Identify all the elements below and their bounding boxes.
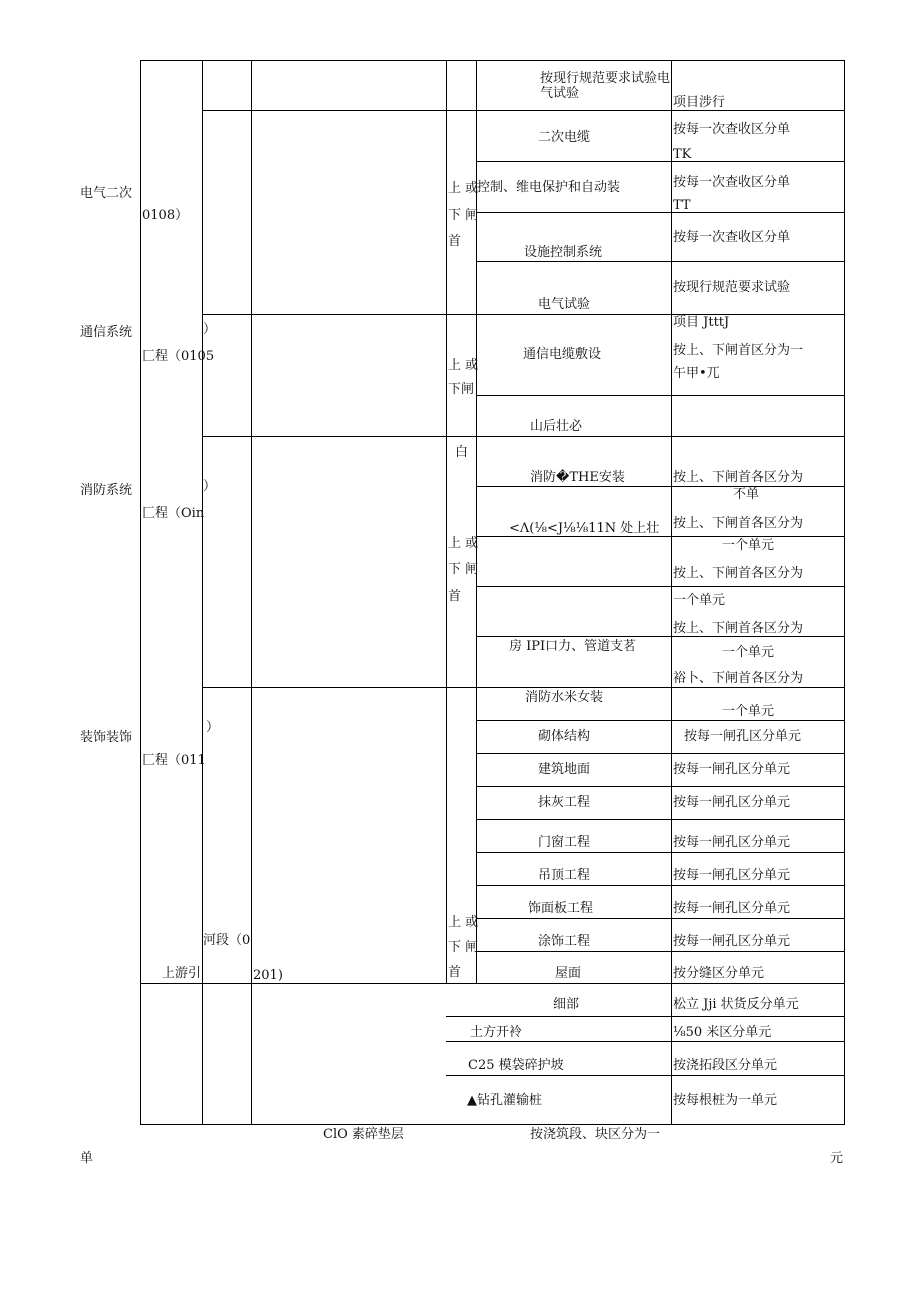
location-text: 上 或 (448, 181, 479, 196)
division-text: 按上、下闸首各区分为 (673, 470, 804, 485)
division-text: 按上、下闸首区分为一 (673, 343, 804, 358)
section-line (202, 687, 844, 688)
unit-label: 装饰装饰 (80, 730, 133, 745)
item-name: 建筑地面 (538, 762, 591, 777)
col-line-2 (202, 60, 203, 1125)
division-text: 按每一闸孔区分单元 (673, 795, 791, 810)
location-text: 下 闸 (448, 940, 479, 955)
row-line (476, 261, 844, 262)
row-line (476, 753, 844, 754)
division-text: 按每一闸孔区分单元 (684, 729, 802, 744)
table-border-bottom (140, 1124, 844, 1125)
location-text: 白 (455, 445, 469, 460)
division-text: 一个单元 (722, 538, 775, 553)
location-text: 首 (448, 965, 462, 980)
division-text: 按分缝区分单元 (673, 966, 765, 981)
item-name: 气试验 (540, 86, 580, 101)
item-name: 消防水米女装 (525, 690, 604, 705)
code-label: 匚程（0105 (142, 349, 215, 364)
col-line-4 (446, 60, 447, 983)
row-line (476, 885, 844, 886)
code-suffix: 河段（0 (203, 933, 251, 948)
division-text: ⅛50 米区分单元 (673, 1025, 772, 1040)
row-line (476, 161, 844, 162)
division-text: 按每一闸孔区分单元 (673, 934, 791, 949)
location-text: 首 (448, 589, 462, 604)
col-line-3 (251, 60, 252, 1125)
code-number: 201) (253, 968, 283, 983)
division-text: 午甲•兀 (673, 366, 720, 381)
division-text: 按每一次查收区分单 (673, 122, 791, 137)
row-line (476, 786, 844, 787)
item-name: 门窗工程 (538, 835, 591, 850)
section-line (202, 436, 844, 437)
location-text: 下 闸 (448, 208, 479, 223)
item-name: 设施控制系统 (524, 245, 603, 260)
division-text: 按浇拓段区分单元 (673, 1058, 778, 1073)
location-text: 上 或 (448, 915, 479, 930)
location-text: 下 闸 (448, 562, 479, 577)
item-name: 按现行规范要求试验电 (540, 71, 671, 86)
col-line-5 (476, 60, 477, 983)
item-name: 屋面 (555, 966, 582, 981)
division-text: 按上、下闸首各区分为 (673, 566, 804, 581)
row-line (476, 586, 844, 587)
row-line (446, 1075, 844, 1076)
location-text: 上 或 (448, 536, 479, 551)
division-text: 按每一次查收区分单 (673, 230, 791, 245)
row-line (476, 918, 844, 919)
division-text: 项目 JtttJ (673, 315, 730, 330)
item-name: 消防�THE安装 (530, 470, 625, 485)
item-name: 抹灰工程 (538, 795, 591, 810)
unit-label: 单 (80, 1151, 94, 1166)
division-text: 按每一闸孔区分单元 (673, 901, 791, 916)
section-line (202, 314, 844, 315)
item-name: C25 模袋碎护坡 (468, 1058, 564, 1073)
item-name: ClO 素碎垫层 (323, 1127, 404, 1142)
code-label: 上游引 (162, 966, 202, 981)
col-line-6 (671, 60, 672, 1125)
division-text: 按浇筑段、块区分为一 (530, 1127, 661, 1142)
division-text: 元 (830, 1151, 844, 1166)
division-text: TT (673, 198, 691, 213)
division-text: 按每根桩为一单元 (673, 1093, 778, 1108)
division-text: 一个单元 (673, 593, 726, 608)
code-label: 匚程（011 (142, 753, 206, 768)
col-line-7 (844, 60, 845, 1125)
item-name: 电气试验 (538, 297, 591, 312)
row-line (476, 852, 844, 853)
division-text: 项目涉行 (673, 95, 726, 110)
item-name: 控制、维电保护和自动装 (477, 180, 621, 195)
location-text: 首 (448, 234, 462, 249)
unit-label: 消防系统 (80, 483, 133, 498)
division-text: 按上、下闸首各区分为 (673, 621, 804, 636)
item-name: 涂饰工程 (538, 934, 591, 949)
division-text: 按现行规范要求试验 (673, 280, 791, 295)
row-line (476, 951, 844, 952)
unit-label: 电气二次 (80, 186, 133, 201)
item-name: ▲钻孔灌输桩 (467, 1093, 542, 1108)
division-text: 按每一闸孔区分单元 (673, 762, 791, 777)
item-name: 饰面板工程 (528, 901, 594, 916)
division-text: TK (673, 147, 692, 162)
unit-label: 通信系统 (80, 325, 133, 340)
division-text: 按每一闸孔区分单元 (673, 835, 791, 850)
division-text: 按每一闸孔区分单元 (673, 868, 791, 883)
col-line-1 (140, 60, 141, 1125)
item-name: 砌体结构 (538, 729, 591, 744)
item-name: 房 ІΡΙ口力、管道支茗 (509, 639, 637, 654)
row-line (476, 819, 844, 820)
row-line (476, 720, 844, 721)
division-text: 不单 (733, 487, 760, 502)
item-name: 山后壮必 (530, 419, 583, 434)
row-line (446, 1016, 844, 1017)
code-suffix: ） (203, 479, 217, 494)
code-label: 0108） (142, 208, 189, 223)
item-name: 土方开袊 (470, 1025, 523, 1040)
item-name: 吊顶工程 (538, 868, 591, 883)
item-name: 通信电缆敷设 (523, 347, 602, 362)
location-text: 上 或 (448, 358, 479, 373)
location-text: 下闸 (448, 382, 475, 397)
row-line (446, 1041, 844, 1042)
section-line (202, 110, 844, 111)
item-name: <Λ(⅛<J⅛⅛11N 处上壮 (509, 521, 660, 536)
item-name: 二次电缆 (538, 130, 591, 145)
code-suffix: ） (203, 322, 217, 337)
division-text: 一个单元 (722, 645, 775, 660)
code-label: 匚程（Oin (142, 506, 205, 521)
item-name: 细部 (553, 997, 580, 1012)
section-line (140, 983, 844, 984)
table-border-top (140, 60, 844, 61)
division-text: 按上、下闸首各区分为 (673, 516, 804, 531)
row-line (476, 212, 844, 213)
division-text: 按每一次查收区分单 (673, 175, 791, 190)
division-text: 裕卜、下闸首各区分为 (673, 671, 804, 686)
division-text: 一个单元 (722, 704, 775, 719)
division-text: 松立 Jji 状货反分单元 (673, 997, 799, 1012)
code-suffix: ） (206, 720, 220, 735)
row-line (476, 486, 844, 487)
row-line (476, 395, 844, 396)
